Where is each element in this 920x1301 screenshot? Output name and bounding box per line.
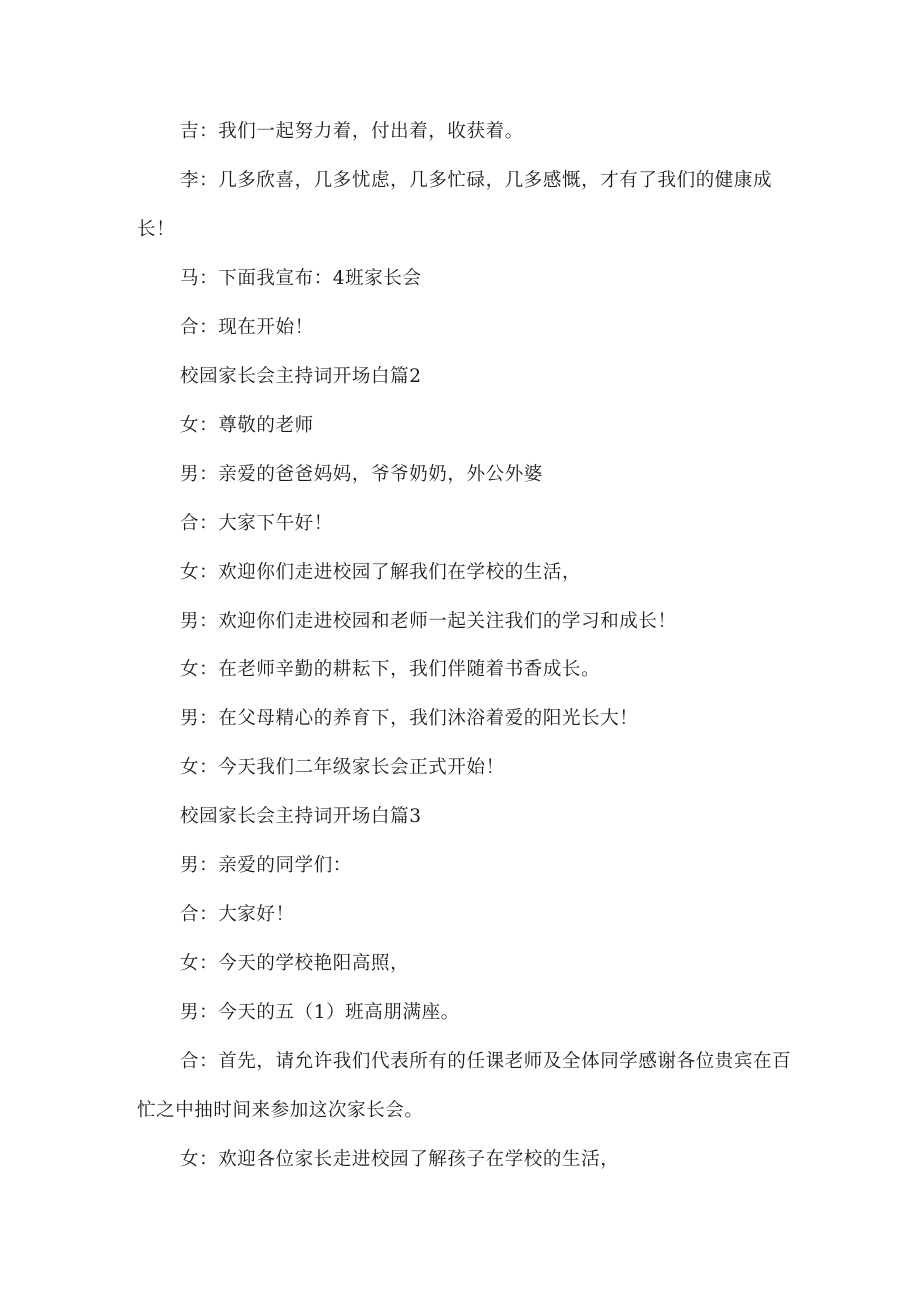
paragraph-nan-4: 男：亲爱的同学们： xyxy=(180,855,352,876)
paragraph-nv-1: 女：尊敬的老师 xyxy=(180,415,314,436)
paragraph-ji-1: 吉：我们一起努力着，付出着，收获着。 xyxy=(180,121,524,142)
paragraph-nan-3: 男：在父母精心的养育下，我们沐浴着爱的阳光长大！ xyxy=(180,708,639,729)
paragraph-li-1: 李：几多欣喜，几多忧虑，几多忙碌，几多感慨，才有了我们的健康成长！ xyxy=(137,170,773,240)
paragraph-he-4: 合：首先，请允许我们代表所有的任课老师及全体同学感谢各位贵宾在百忙之中抽时间来参加这次家长会。 xyxy=(137,1051,792,1121)
paragraph-he-1: 合：现在开始！ xyxy=(180,317,314,338)
paragraph-nan-1: 男：亲爱的爸爸妈妈，爷爷奶奶，外公外婆 xyxy=(180,464,543,485)
section-heading-2: 校园家长会主持词开场白篇2 xyxy=(180,366,422,387)
paragraph-nv-3: 女：在老师辛勤的耕耘下，我们伴随着书香成长。 xyxy=(180,659,601,680)
paragraph-nan-2: 男：欢迎你们走进校园和老师一起关注我们的学习和成长！ xyxy=(180,611,677,632)
paragraph-he-3: 合：大家好！ xyxy=(180,904,295,925)
section-heading-3: 校园家长会主持词开场白篇3 xyxy=(180,806,422,827)
paragraph-he-2: 合：大家下午好！ xyxy=(180,513,333,534)
paragraph-nv-2: 女：欢迎你们走进校园了解我们在学校的生活， xyxy=(180,562,582,583)
paragraph-nv-5: 女：今天的学校艳阳高照， xyxy=(180,953,410,974)
paragraph-nan-5: 男：今天的五（1）班高朋满座。 xyxy=(180,1002,460,1023)
paragraph-ma-1: 马：下面我宣布：4班家长会 xyxy=(180,268,422,289)
paragraph-nv-6: 女：欢迎各位家长走进校园了解孩子在学校的生活， xyxy=(180,1149,620,1170)
paragraph-nv-4: 女：今天我们二年级家长会正式开始！ xyxy=(180,757,505,778)
